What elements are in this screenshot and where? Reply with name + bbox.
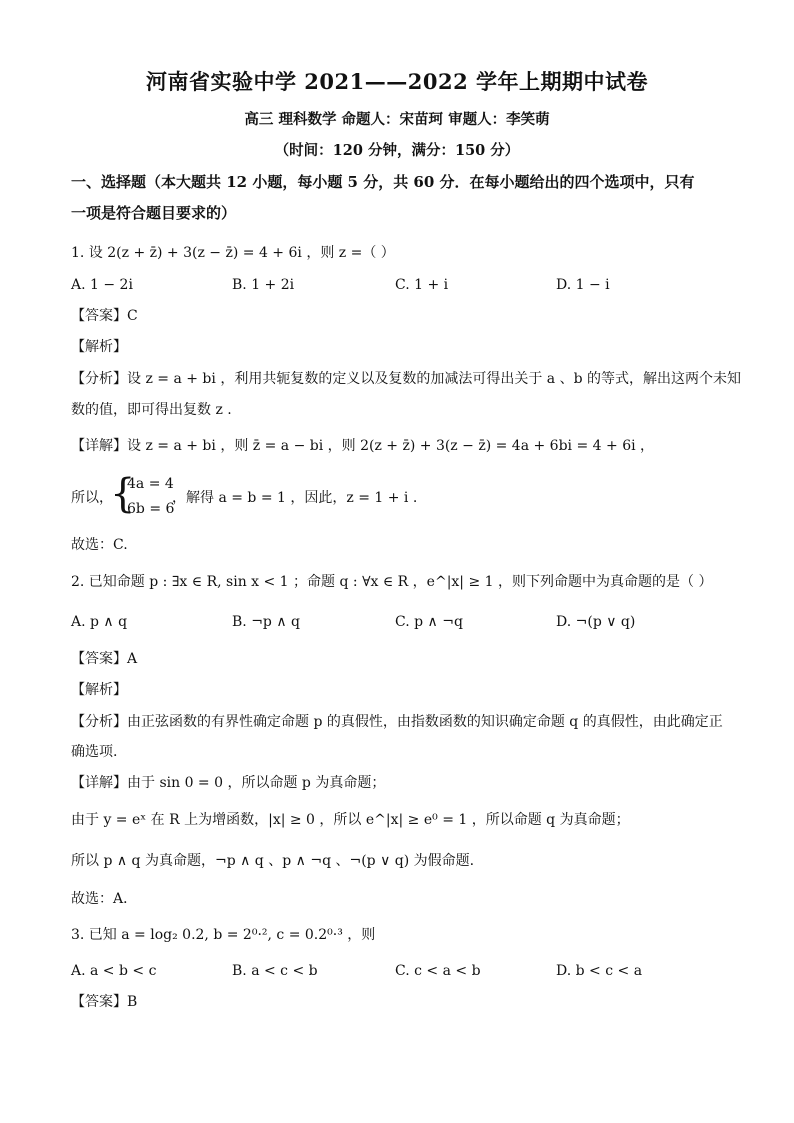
q1-jiexi-label: 【解析】 bbox=[71, 339, 127, 355]
q2-choose: 故选：A． bbox=[71, 891, 138, 907]
exam-subtitle: 高三 理科数学 命题人：宋苗珂 审题人：李笑萌 bbox=[244, 111, 550, 128]
q3-option-a: A. a < b < c bbox=[71, 963, 157, 979]
q1-system-eq2: 6b = 6 bbox=[127, 501, 175, 517]
q1-option-a: A. 1 − 2i bbox=[71, 277, 133, 293]
q1-suoyi-prefix: 所以， bbox=[71, 490, 113, 506]
exam-title: 河南省实验中学 2021——2022 学年上期期中试卷 bbox=[145, 69, 648, 94]
q2-stem: 2. 已知命题 p : ∃x ∈ R, sin x < 1 ；命题 q : ∀x ∈ R ，e^|x| ≥ 1 ，则下列命题中为真命题的是（ ） bbox=[71, 574, 713, 590]
system-brace: { bbox=[110, 471, 136, 517]
section-heading-line2: 一项是符合题目要求的） bbox=[71, 204, 237, 222]
q2-option-d: D. ¬(p ∨ q) bbox=[556, 614, 636, 630]
q1-suoyi-suffix: ，解得 a = b = 1 ，因此，z = 1 + i . bbox=[172, 490, 418, 506]
q1-choose: 故选：C. bbox=[71, 537, 128, 553]
q1-analysis-line2: 数的值，即可得出复数 z . bbox=[71, 402, 232, 418]
section-heading-line1: 一、选择题（本大题共 12 小题，每小题 5 分，共 60 分．在每小题给出的四个选项中，只有 bbox=[71, 173, 695, 191]
q1-option-c: C. 1 + i bbox=[395, 277, 449, 293]
q2-option-c: C. p ∧ ¬q bbox=[395, 614, 463, 630]
q1-analysis-line1: 【分析】设 z = a + bi ，利用共轭复数的定义以及复数的加减法可得出关于 a 、b 的等式，解出这两个未知 bbox=[71, 371, 741, 387]
q2-detail-line2: 由于 y = eˣ 在 R 上为增函数，|x| ≥ 0 ，所以 e^|x| ≥ e⁰ = 1 ，所以命题 q 为真命题； bbox=[71, 812, 630, 828]
q1-system-eq1: 4a = 4 bbox=[127, 476, 174, 492]
q1-option-b: B. 1 + 2i bbox=[232, 277, 295, 293]
q2-answer: 【答案】A bbox=[71, 651, 138, 667]
q3-option-d: D. b < c < a bbox=[556, 963, 643, 979]
q3-stem: 3. 已知 a = log₂ 0.2, b = 2⁰·², c = 0.2⁰·³ ，则 bbox=[71, 927, 376, 943]
q2-detail-line3: 所以 p ∧ q 为真命题，¬p ∧ q 、p ∧ ¬q 、¬(p ∨ q) 为假命题. bbox=[71, 853, 475, 869]
q2-jiexi-label: 【解析】 bbox=[71, 682, 127, 698]
q3-option-c: C. c < a < b bbox=[395, 963, 481, 979]
q3-answer: 【答案】B bbox=[71, 994, 138, 1010]
q2-option-a: A. p ∧ q bbox=[71, 614, 128, 630]
q1-answer: 【答案】C bbox=[71, 308, 138, 324]
q3-option-b: B. a < c < b bbox=[232, 963, 318, 979]
q1-detail: 【详解】设 z = a + bi ，则 z̄ = a − bi ，则 2(z + z̄) + 3(z − z̄) = 4a + 6bi = 4 + 6i ， bbox=[71, 438, 655, 454]
q2-analysis-line2: 确选项. bbox=[71, 744, 118, 760]
exam-time-info: （时间：120 分钟，满分：150 分） bbox=[274, 142, 520, 159]
q1-option-d: D. 1 − i bbox=[556, 277, 610, 293]
q2-analysis-line1: 【分析】由正弦函数的有界性确定命题 p 的真假性，由指数函数的知识确定命题 q 的真假性，由此确定正 bbox=[71, 714, 723, 730]
q1-stem: 1. 设 2(z + z̄) + 3(z − z̄) = 4 + 6i ，则 z =（ ） bbox=[71, 245, 395, 261]
q2-option-b: B. ¬p ∧ q bbox=[232, 614, 300, 630]
q2-detail-line1: 【详解】由于 sin 0 = 0 ，所以命题 p 为真命题； bbox=[71, 775, 386, 791]
